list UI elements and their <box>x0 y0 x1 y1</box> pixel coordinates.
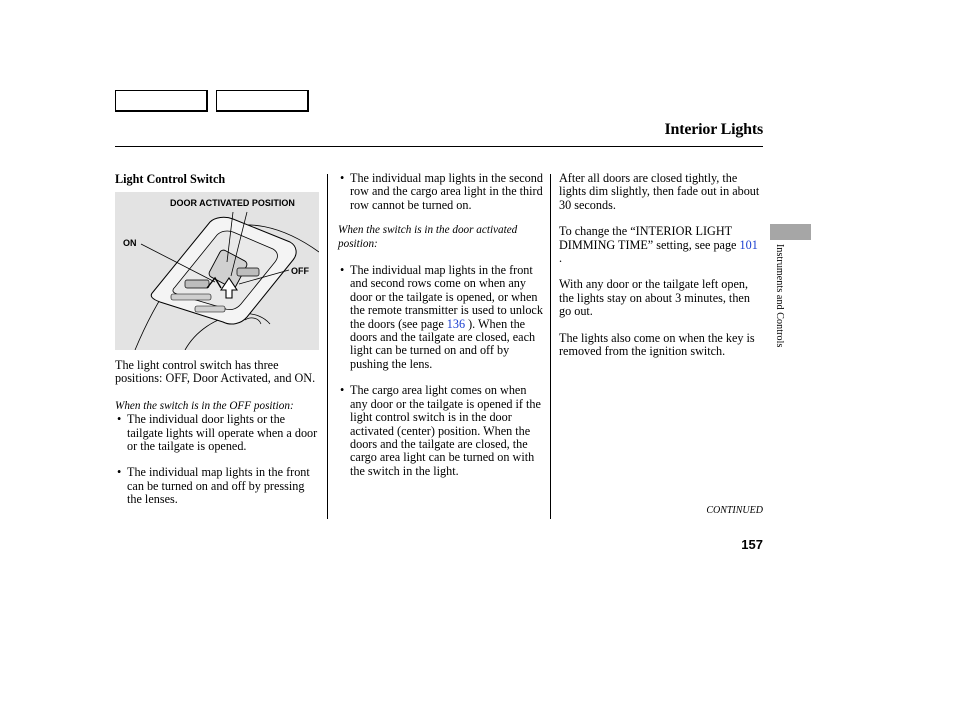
off-position-heading: When the switch is in the OFF position: <box>115 399 294 412</box>
list-item <box>338 384 544 478</box>
list-item <box>115 413 320 453</box>
label-on: ON <box>123 238 137 248</box>
bullet-text: The individual map lights in the second row and the cargo area light in the third row cannot be turned on. <box>350 171 543 212</box>
bullet-text-pre: The individual map lights in the front and second rows come on when any door or the tailgate is opened, or when the remote transmitter is used to unlock the doors (see page <box>350 263 543 331</box>
list-item <box>338 172 544 212</box>
label-off: OFF <box>291 266 309 276</box>
setting-text-post: . <box>559 251 563 266</box>
nav-button-2[interactable] <box>216 90 309 112</box>
bullet-icon: • <box>117 412 122 427</box>
paragraph-setting <box>559 225 763 265</box>
intro-paragraph: The light control switch has three positions: OFF, Door Activated, and ON. <box>115 358 316 386</box>
light-switch-illustration <box>115 192 319 350</box>
column-1-text <box>115 359 320 507</box>
bullet-icon: • <box>340 263 345 278</box>
section-tab[interactable] <box>770 224 811 240</box>
continued-label: CONTINUED <box>706 505 763 516</box>
column-3-text <box>559 172 763 358</box>
setting-text-pre: To change the “INTERIOR LIGHT DIMMING TIME” setting, see page <box>559 224 740 252</box>
bullet-icon: • <box>340 383 345 398</box>
list-item <box>338 264 544 371</box>
column-2-text <box>338 172 544 478</box>
overhead-console-drawing <box>115 192 319 350</box>
column-divider-2 <box>550 174 551 519</box>
bullet-text: The individual map lights in the front can be turned on and off by pressing the lenses. <box>127 465 310 507</box>
bullet-text-post: ). When the doors and the tailgate are closed, each light can be turned on and off by pushing the lens. <box>350 316 536 371</box>
page-title: Interior Lights <box>664 121 763 138</box>
paragraph-dim: After all doors are closed tightly, the lights dim slightly, then fade out in about 30 seconds. <box>559 171 760 212</box>
door-activated-heading: When the switch is in the door activated position: <box>338 224 518 250</box>
section-tab-label: Instruments and Controls <box>774 244 785 348</box>
column-divider-1 <box>327 174 328 519</box>
bullet-text: The individual door lights or the tailgate lights will operate when a door or the tailgate is opened. <box>127 412 318 454</box>
page-link-136[interactable]: 136 <box>446 316 466 331</box>
bullet-text: The cargo area light comes on when any door or the tailgate is opened if the light control switch is in the door activated (center) position. When the doors and the tailgate are closed, the cargo area light can be turned on with the switch in the light. <box>350 383 541 478</box>
label-door-activated-position: DOOR ACTIVATED POSITION <box>170 198 295 208</box>
paragraph-door-open: With any door or the tailgate left open, the lights stay on about 3 minutes, then go out. <box>559 277 750 319</box>
header-rule <box>115 146 763 147</box>
page-link-101[interactable]: 101 <box>739 237 758 252</box>
bullet-icon: • <box>340 171 345 185</box>
section-heading: Light Control Switch <box>115 172 226 186</box>
bullet-icon: • <box>117 465 122 480</box>
page-number: 157 <box>741 537 763 552</box>
nav-button-1[interactable] <box>115 90 208 112</box>
paragraph-key: The lights also come on when the key is removed from the ignition switch. <box>559 330 755 359</box>
list-item <box>115 466 320 506</box>
